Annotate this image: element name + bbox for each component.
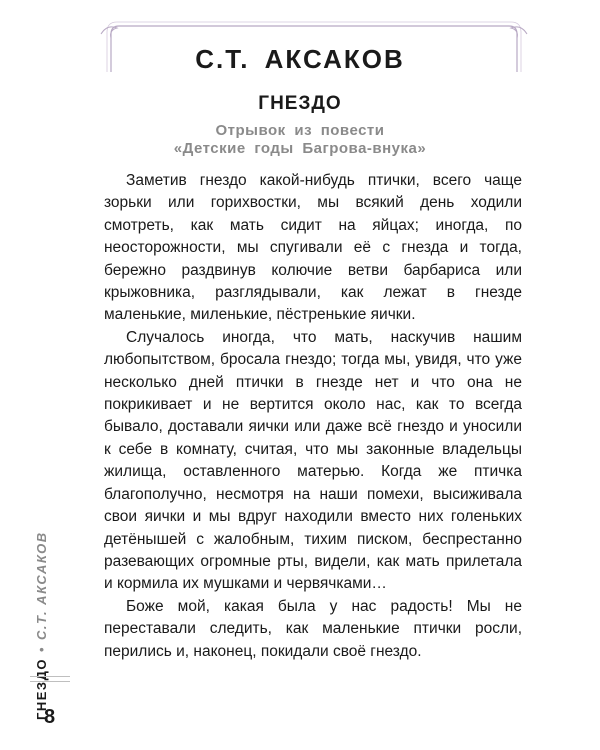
subtitle-line-1: Отрывок из повести	[215, 122, 385, 139]
page-number-divider-top	[30, 676, 70, 677]
page-number: 8	[44, 706, 56, 728]
story-body	[104, 170, 522, 663]
story-title: ГНЕЗДО	[258, 93, 342, 114]
running-header-separator: •	[34, 645, 49, 653]
running-header-title: ГНЕЗДО	[34, 658, 49, 720]
subtitle-line-2: «Детские годы Багрова-внука»	[173, 140, 427, 157]
paragraph-2: Случалось иногда, что мать, наскучив нашим любопытством, бросала гнездо; тогда мы, увидя, что уже несколько дней птички в гнезде нет и что она не покрикивает и не вертится около нас, как то всегда бывало, доставали яички или даже всё гнездо и уносили к себе в комнату, считая, что мы законные владельцы жилища, оставленного матерью. Когда же птичка благополучно, несмотря на наши помехи, высиживала свои яички и мы вдруг находили вместо них голеньких детёнышей с жалобным, тихим писком, беспрестанно разевающих огромные рты, видели, как мать прилетала и кормила их мушками и червячками…	[104, 328, 522, 593]
paragraph-1: Заметив гнездо какой-нибудь птички, всего чаще зорьки или горихвостки, мы всякий день ходили смотреть, как мать сидит на яйцах; иногда, по неосторожности, мы спугивали её с гнезда и тогда, бережно раздвинув колючие ветви барбариса или крыжовника, разглядывали, как лежат в гнезде маленькие, миленькие, пёстренькие яички.	[104, 172, 522, 324]
running-header-vertical	[34, 390, 54, 720]
paragraph-3: Боже мой, какая была у нас радость! Мы не переставали следить, как маленькие птички росли, перились и, наконец, покидали своё гнездо.	[104, 597, 522, 660]
story-subtitle	[0, 122, 600, 158]
page-number-divider-bottom	[30, 681, 70, 682]
running-header-author: С.Т. АКСАКОВ	[34, 531, 49, 640]
author-heading: С.Т. АКСАКОВ	[195, 44, 405, 74]
